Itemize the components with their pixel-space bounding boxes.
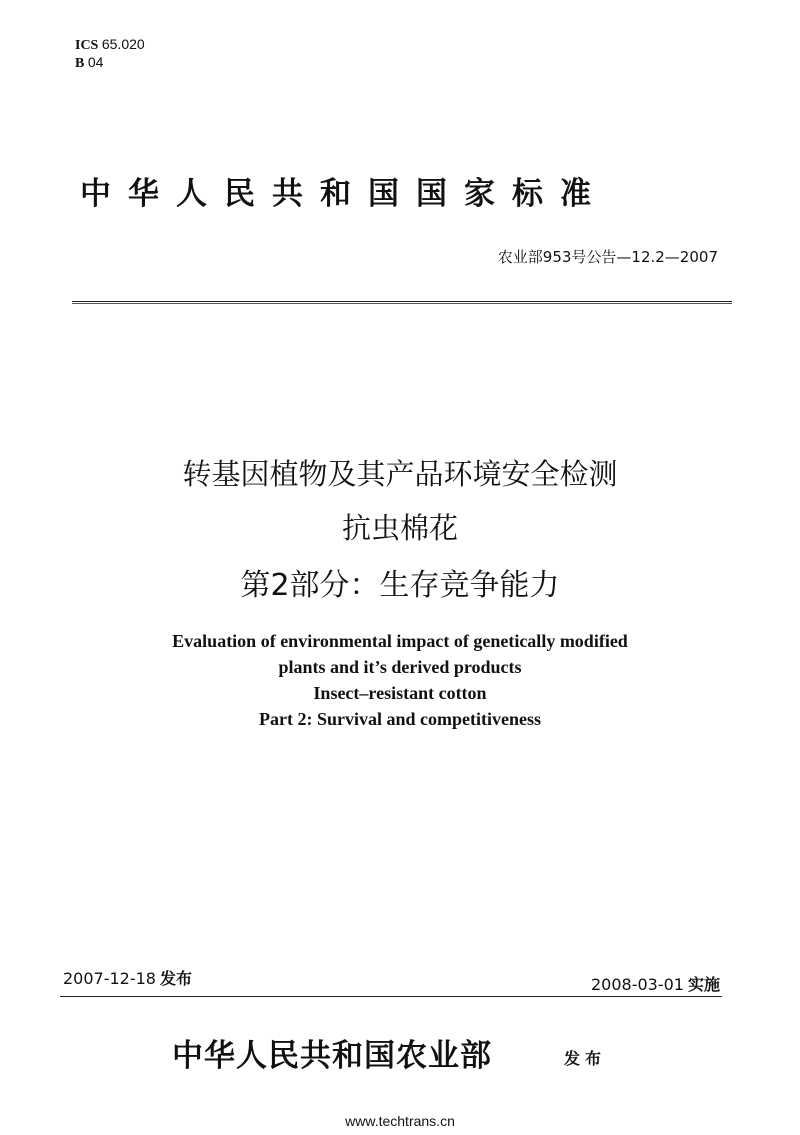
top-divider xyxy=(72,301,732,302)
english-title-line-2: plants and it’s derived products xyxy=(278,657,522,677)
effective-date: 2008-03-01 xyxy=(591,975,684,994)
top-divider-secondary xyxy=(72,303,732,304)
issue-date-block xyxy=(63,966,192,989)
publisher-name: 中华人民共和国农业部 xyxy=(172,1038,492,1074)
standard-number: 农业部953号公告—12.2—2007 xyxy=(497,248,718,266)
english-title-line-1: Evaluation of environmental impact of genetically modified xyxy=(172,631,628,651)
english-title-line-4: Part 2: Survival and competitiveness xyxy=(259,709,541,729)
effective-label: 实施 xyxy=(687,975,720,994)
class-code: 04 xyxy=(87,54,104,70)
ics-code: 65.020 xyxy=(101,36,145,52)
english-title-line-3: Insect–resistant cotton xyxy=(313,683,487,703)
publish-label: 发布 xyxy=(564,1049,607,1068)
standard-title: 中华人民共和国国家标准 xyxy=(80,176,608,212)
issue-label: 发布 xyxy=(159,969,192,988)
effective-date-block xyxy=(591,972,720,995)
ics-label: ICS xyxy=(75,38,99,53)
chinese-title-line-2: 抗虫棉花 xyxy=(341,511,458,545)
class-label: B xyxy=(75,56,85,71)
website-url: www.techtrans.cn xyxy=(345,1113,455,1129)
chinese-title-line-3: 第2部分：生存竞争能力 xyxy=(240,568,560,603)
issue-date: 2007-12-18 xyxy=(63,969,156,988)
ics-classification xyxy=(75,36,145,72)
chinese-title-line-1: 转基因植物及其产品环境安全检测 xyxy=(182,457,618,491)
bottom-divider xyxy=(60,996,722,997)
